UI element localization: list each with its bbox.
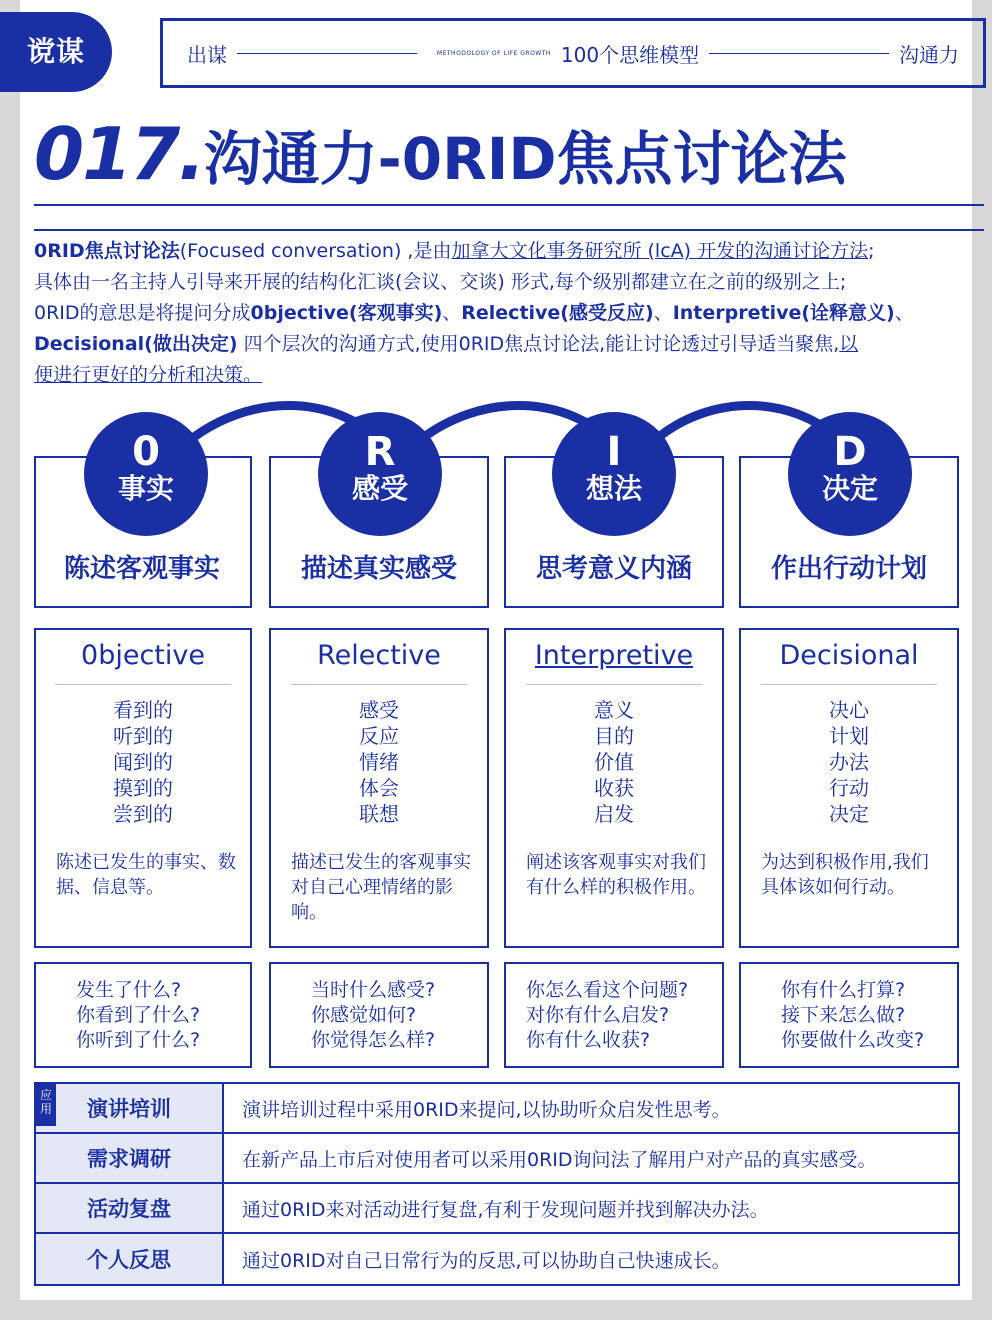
list-item: 联想 — [359, 802, 399, 826]
list-item: 价值 — [594, 750, 634, 774]
page — [20, 0, 972, 1300]
stage-english: Interpretive — [534, 640, 694, 671]
page-title — [34, 112, 964, 200]
intro-underline: 以 — [839, 333, 859, 355]
intro-rule — [34, 229, 984, 231]
stage-english: Decisional — [779, 640, 919, 671]
question-item: 发生了什么? — [76, 979, 182, 1001]
stage-letter: I — [606, 429, 622, 475]
title-number: 017. — [34, 112, 204, 196]
stage-headline: 思考意义内涵 — [535, 554, 692, 584]
list-item: 启发 — [594, 802, 634, 826]
divider — [526, 684, 702, 685]
list-item: 体会 — [359, 776, 399, 800]
stage-english: 0bjective — [81, 640, 205, 671]
stage-description: 描述已发生的客观事实对自己心理情绪的影响。 — [291, 852, 471, 923]
question-item: 接下来怎么做? — [781, 1004, 906, 1026]
application-text: 通过0RID来对活动进行复盘,有利于发现问题并找到解决办法。 — [242, 1198, 769, 1221]
list-item: 计划 — [829, 724, 869, 748]
intro-sep: 、 — [653, 302, 673, 324]
intro-term: 0bjective(客观事实) — [250, 302, 443, 324]
nav-center: 100个思维模型 — [560, 42, 700, 67]
application-text: 演讲培训过程中采用0RID来提问,以协助听众启发性思考。 — [242, 1098, 731, 1121]
question-item: 对你有什么启发? — [526, 1004, 670, 1026]
stage-word: 决定 — [821, 472, 878, 505]
header-nav — [160, 18, 986, 88]
intro-line: 具体由一名主持人引导来开展的结构化汇谈(会议、交谈) 形式,每个级别都建立在之前的级别之上; — [34, 271, 847, 293]
stage-detail-card — [739, 628, 959, 948]
logo-text: 谠谋 — [26, 35, 85, 68]
title-text: 沟通力-0RID焦点讨论法 — [203, 125, 847, 193]
question-item: 你怎么看这个问题? — [526, 979, 689, 1001]
stage-headline: 描述真实感受 — [300, 554, 457, 584]
question-item: 你看到了什么? — [76, 1004, 201, 1026]
intro-text: 四个层次的沟通方式,使用0RID焦点讨论法,能让讨论透过引导适当聚焦, — [237, 333, 840, 355]
divider — [55, 684, 231, 685]
divider — [761, 684, 937, 685]
application-table — [34, 1082, 960, 1286]
stage-letter: D — [833, 429, 867, 475]
question-item: 你感觉如何? — [311, 1004, 417, 1026]
title-rule — [34, 204, 984, 206]
question-card — [269, 962, 489, 1068]
nav-divider — [237, 53, 417, 54]
stage-item-list — [36, 697, 250, 827]
intro-term: Relective(感受反应) — [461, 302, 654, 324]
intro-term: 0RID焦点讨论法 — [34, 240, 180, 262]
list-item: 办法 — [829, 750, 869, 774]
list-item: 情绪 — [359, 750, 399, 774]
stage-description: 阐述该客观事实对我们有什么样的积极作用。 — [526, 852, 706, 898]
application-label: 应用 — [36, 1084, 56, 1126]
stage-word: 事实 — [117, 472, 174, 505]
intro-text: (Focused conversation) ,是由 — [179, 240, 452, 262]
intro-sep: 、 — [442, 302, 462, 324]
intro-underline: 加拿大文化事务研究所 (lcA) 开发的沟通讨论方法 — [451, 240, 869, 262]
stage-detail-card — [504, 628, 724, 948]
list-item: 收获 — [594, 776, 634, 800]
stage-headline: 作出行动计划 — [770, 554, 927, 584]
list-item: 尝到的 — [113, 802, 173, 826]
table-row — [36, 1084, 958, 1134]
stage-circle-objective — [84, 412, 208, 536]
intro-term: Interpretive(诠释意义) — [672, 302, 895, 324]
stage-detail-card — [34, 628, 252, 948]
list-item: 摸到的 — [113, 776, 173, 800]
question-item: 你要做什么改变? — [781, 1029, 925, 1051]
list-item: 决心 — [829, 698, 869, 722]
question-item: 你觉得怎么样? — [311, 1029, 436, 1051]
question-card — [504, 962, 724, 1068]
stage-circle-decisional — [788, 412, 912, 536]
stage-description: 为达到积极作用,我们具体该如何行动。 — [761, 852, 929, 898]
stage-description: 陈述已发生的事实、数据、信息等。 — [56, 852, 236, 898]
nav-right: 沟通力 — [899, 42, 960, 67]
list-item: 行动 — [829, 776, 869, 800]
table-row — [36, 1184, 958, 1234]
list-item: 感受 — [359, 698, 399, 722]
list-item: 意义 — [594, 698, 634, 722]
stage-word: 感受 — [351, 472, 408, 505]
application-name: 活动复盘 — [36, 1184, 224, 1232]
brand-logo — [0, 12, 112, 92]
list-item: 看到的 — [113, 698, 173, 722]
stage-letter: 0 — [132, 429, 160, 475]
list-item: 听到的 — [113, 724, 173, 748]
question-item: 你有什么收获? — [526, 1029, 651, 1051]
table-row — [36, 1134, 958, 1184]
nav-left: 出谋 — [187, 42, 227, 67]
application-text: 通过0RID对自己日常行为的反思,可以协助自己快速成长。 — [242, 1249, 731, 1272]
divider — [291, 684, 467, 685]
list-item: 决定 — [829, 802, 869, 826]
list-item: 反应 — [359, 724, 399, 748]
application-text: 在新产品上市后对使用者可以采用0RID询问法了解用户对产品的真实感受。 — [242, 1148, 877, 1171]
application-name: 演讲培训 — [36, 1084, 224, 1132]
nav-tagline: METHODOLOGY OF LIFE GROWTH — [436, 49, 551, 57]
intro-underline: 便进行更好的分析和决策。 — [34, 364, 263, 386]
stage-headline: 陈述客观事实 — [63, 554, 220, 584]
stage-english: Relective — [317, 640, 441, 671]
question-card — [739, 962, 959, 1068]
list-item: 闻到的 — [113, 750, 173, 774]
table-row — [36, 1234, 958, 1284]
application-name: 个人反思 — [36, 1234, 224, 1284]
intro-text: ; — [868, 240, 875, 262]
question-item: 当时什么感受? — [311, 979, 436, 1001]
stage-circle-interpretive — [552, 412, 676, 536]
intro-sep: 、 — [894, 302, 914, 324]
list-item: 目的 — [594, 724, 634, 748]
stage-circle-reflective — [318, 412, 442, 536]
intro-paragraph — [34, 236, 964, 391]
application-name: 需求调研 — [36, 1134, 224, 1182]
stage-word: 想法 — [585, 472, 642, 505]
intro-text: 0RID的意思是将提问分成 — [34, 302, 251, 324]
stage-item-list — [506, 697, 722, 827]
question-card — [34, 962, 252, 1068]
stage-item-list — [271, 697, 487, 827]
question-item: 你有什么打算? — [781, 979, 906, 1001]
intro-term: Decisional(做出决定) — [34, 333, 238, 355]
nav-divider — [709, 53, 889, 54]
stage-item-list — [741, 697, 957, 827]
stage-detail-card — [269, 628, 489, 948]
stage-letter: R — [364, 429, 396, 475]
question-item: 你听到了什么? — [76, 1029, 201, 1051]
